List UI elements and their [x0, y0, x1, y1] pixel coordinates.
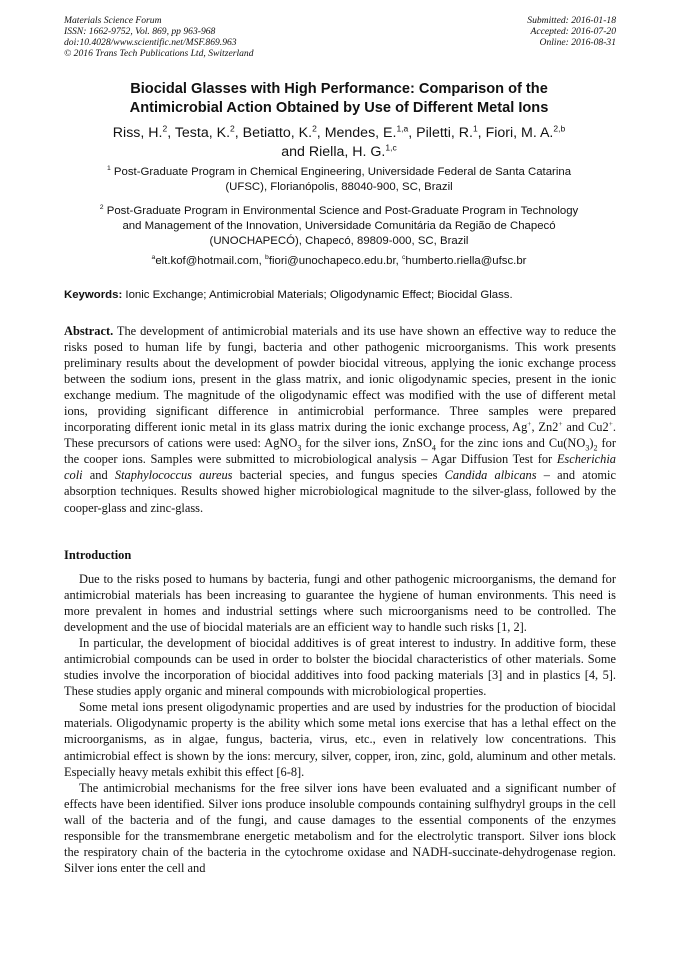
abstract-text: . These precursors of cations were used: AgNO [64, 420, 616, 451]
affiliation-2 [70, 204, 608, 249]
email-marker: a [151, 254, 156, 262]
journal-name: Materials Science Forum [64, 15, 162, 26]
abstract-text: – and atomic absorption techniques. Results showed higher microbiological magnitude to the silver-glass, followed by the cooper-glass and zinc-glass. [64, 468, 616, 515]
author-name: Riss, H. [112, 125, 163, 141]
introduction-body [64, 571, 616, 876]
title-line-2: Antimicrobial Action Obtained by Use of Different Metal Ions [129, 100, 549, 116]
separator: , [408, 125, 417, 141]
affiliation-text: Post-Graduate Program in Environmental Science and Post-Graduate Program in Technology [106, 205, 579, 217]
separator: , [477, 125, 486, 141]
abstract-text: and [82, 468, 115, 483]
affiliation-number: 2 [99, 204, 104, 212]
keywords-text: Ionic Exchange; Antimicrobial Materials; Oligodynamic Effect; Biocidal Glass. [122, 289, 513, 301]
email-marker: c [401, 254, 406, 262]
paper-title [40, 80, 638, 118]
ion-charge: + [527, 419, 532, 429]
online-date: Online: 2016-08-31 [539, 37, 616, 48]
author-affil-sup: 2,b [553, 123, 566, 134]
author-list [60, 124, 618, 162]
affiliation-text: and Management of the Innovation, Universidade Comunitária da Região de Chapecó [122, 220, 556, 232]
abstract-text: , Zn2 [531, 420, 559, 435]
formula-subscript: 2 [593, 443, 598, 453]
paragraph: In particular, the development of biocidal additives is of great interest to industry. In additive form, these antimicrobial compounds can be used in order to bolster the biocidal characteristics of other materials. Some studies involve the incorporation of biocidal additives into food packing materials [3] and in plastics [4, 5]. These studies apply organic and mineral compounds with microbiological properties. [64, 636, 616, 699]
affiliation-1 [70, 165, 608, 195]
submitted-date: Submitted: 2016-01-18 [527, 15, 616, 26]
author-name: Fiori, M. A. [485, 125, 554, 141]
email-a: elt.kof@hotmail.com, [155, 255, 265, 267]
species-name: Candida albicans [444, 468, 537, 483]
affiliation-text: Post-Graduate Program in Chemical Engineering, Universidade Federal de Santa Catarina [113, 166, 572, 178]
email-marker: b [265, 254, 269, 262]
abstract-text: for the zinc ions and Cu(NO [435, 436, 586, 451]
keywords [64, 288, 638, 303]
abstract [64, 323, 616, 516]
accepted-date: Accepted: 2016-07-20 [530, 26, 616, 37]
author-name: Betiatto, K. [242, 125, 313, 141]
ion-charge: + [558, 419, 563, 429]
species-name: Escherichia coli [64, 452, 616, 483]
separator: , [234, 125, 243, 141]
email-c: humberto.riella@ufsc.br [405, 255, 527, 267]
paragraph: Some metal ions present oligodynamic properties and are used by industries for the production of biocidal materials. Oligodynamic property is the ability which some metal ions exercise that has a lethal effect on the microorganisms, as in algae, fungus, bacteria, virus, etc., even in relatively low concentrations. This antimicrobial effect is shown by the ions: mercury, silver, copper, iron, zinc, gold, aluminum and other metals. Especially heavy metals exhibit this effect [6-8]. [64, 700, 616, 779]
author-affil-sup: 1,c [385, 142, 397, 153]
author-name: Mendes, E. [324, 125, 397, 141]
formula-subscript: 4 [431, 443, 436, 453]
author-name: Piletti, R. [416, 125, 473, 141]
author-affil-sup: 1,a [396, 123, 409, 134]
abstract-text: bacterial species, and fungus species [232, 468, 445, 483]
copyright: © 2016 Trans Tech Publications Ltd, Switzerland [64, 48, 254, 59]
affiliation-number: 1 [106, 165, 111, 173]
keywords-label: Keywords: [64, 289, 123, 301]
abstract-text: for the silver ions, ZnSO [301, 436, 432, 451]
affiliation-text: (UFSC), Florianópolis, 88040-900, SC, Brazil [225, 181, 453, 193]
issn: ISSN: 1662-9752, Vol. 869, pp 963-968 [64, 26, 216, 37]
ion-charge: + [608, 419, 613, 429]
author-affil-sup: 2 [230, 123, 235, 134]
dates-info [527, 15, 616, 59]
formula-subscript: 3 [297, 443, 302, 453]
abstract-label: Abstract. [64, 324, 114, 338]
separator: , [316, 125, 325, 141]
author-affil-sup: 1 [472, 123, 478, 134]
title-line-1: Biocidal Glasses with High Performance: Comparison of the [130, 81, 548, 97]
author-affil-sup: 2 [162, 123, 168, 134]
abstract-text: and Cu2 [562, 420, 609, 435]
journal-info [64, 15, 254, 59]
affiliation-text: (UNOCHAPECÓ), Chapecó, 89809-000, SC, Brazil [209, 235, 469, 247]
page-header [64, 15, 616, 59]
author-name: Testa, K. [174, 125, 231, 141]
email-b: fiori@unochapeco.edu.br, [268, 255, 402, 267]
doi: doi:10.4028/www.scientific.net/MSF.869.963 [64, 37, 237, 48]
paragraph: The antimicrobial mechanisms for the free silver ions have been evaluated and a significant number of effects have been identified. Silver ions produce insoluble compounds containing sulfhydryl groups in the cell wall of the bacteria and of the fungi, and cause damages to the essential components of the enzymes responsible for the transmembrane energetic metabolism and for the electrolytic transport. Silver ions block the respiratory chain of the bacteria in the cytochrome oxidase and NADH-succinate-dehydrogenase region. Silver ions enter the cell and [64, 780, 616, 875]
species-name: Staphylococcus aureus [114, 468, 233, 483]
email-list [70, 254, 608, 269]
paragraph: Due to the risks posed to humans by bacteria, fungi and other pathogenic microorganisms, the demand for antimicrobial materials has been increasing to guarantee the hygiene of human environments. This need is more prevalent in homes and industrial settings where such microorganisms need to be controlled. The development and the use of biocidal materials are an efficient way to handle such risks [1, 2]. [64, 572, 616, 635]
section-heading-introduction: Introduction [64, 548, 132, 562]
abstract-text: The development of antimicrobial materials and its use have shown an effective way to reduce the risks posed to human life by fungi, bacteria and other pathogenic microorganisms. This work presents preliminary results about the development of powder biocidal vitreous, applying the ionic exchange process between the sodium ions, present in the glass matrix, and ionic oligodynamic species, present in the ionic exchange medium. The magnitude of the oligodynamic effect was modified with the use of different metal ions, providing significant difference in antimicrobial performance. Three samples were prepared incorporating different ionic metal in its glass matrix during the ionic exchange process, Ag [64, 324, 616, 435]
author-name: Riella, H. G. [308, 144, 386, 160]
abstract-text: ) [589, 436, 594, 451]
separator: , [167, 125, 175, 141]
author-affil-sup: 2 [312, 123, 317, 134]
abstract-text: for the cooper ions. Samples were submitted to microbiological analysis – Agar Diffusion Test for [64, 436, 616, 467]
formula-subscript: 3 [585, 443, 590, 453]
author-conjunction: and [281, 144, 309, 160]
